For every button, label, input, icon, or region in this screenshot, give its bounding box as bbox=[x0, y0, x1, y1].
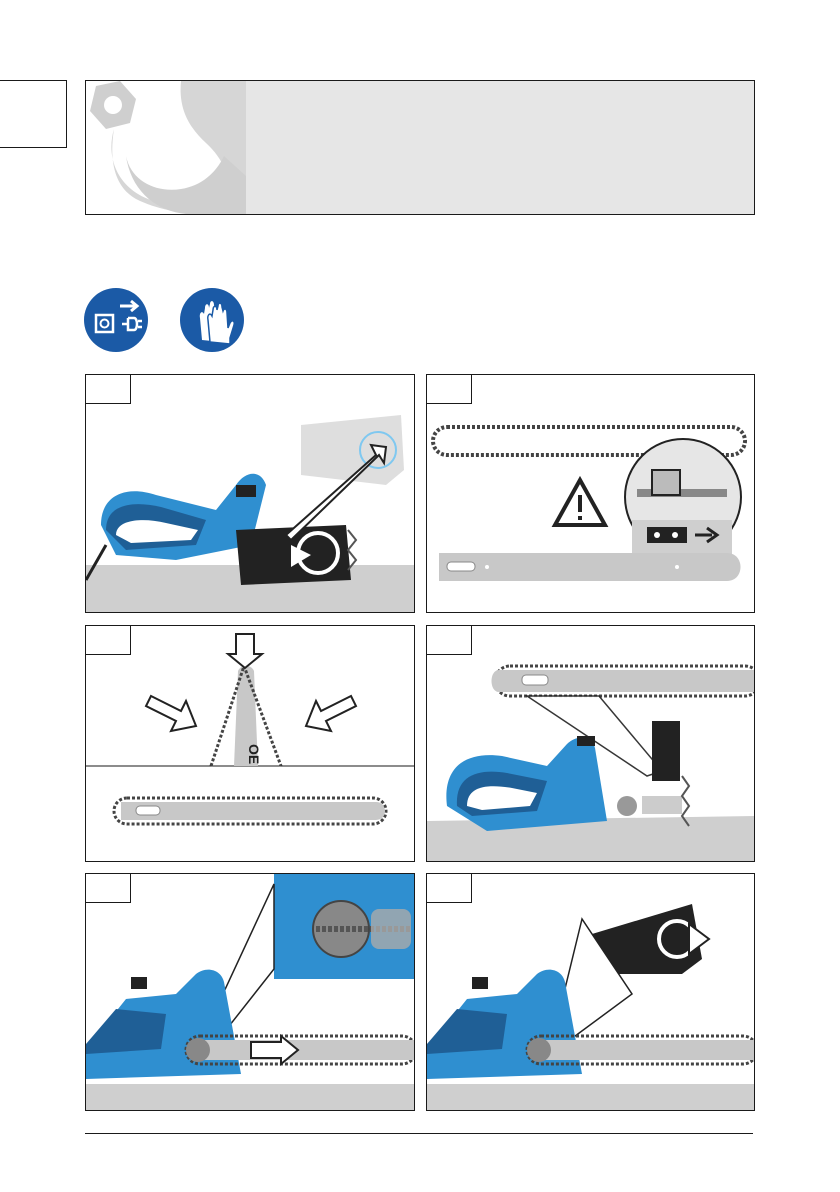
saw-cover-removal-illustration bbox=[86, 375, 414, 612]
panel-number bbox=[427, 375, 472, 404]
wear-gloves-icon bbox=[180, 288, 244, 352]
panel-number bbox=[86, 626, 131, 655]
panel-number bbox=[86, 874, 131, 903]
cover-refit-illustration bbox=[427, 874, 754, 1110]
panel-number bbox=[86, 375, 131, 404]
bar-mounting-illustration bbox=[427, 626, 754, 861]
figure-panel-5 bbox=[85, 873, 415, 1111]
bar-logo: OE bbox=[246, 744, 262, 765]
sprocket-fitting-illustration bbox=[86, 874, 414, 1110]
section-header bbox=[85, 80, 755, 215]
wrench-icon bbox=[86, 81, 246, 214]
chain-fitting-illustration bbox=[86, 626, 414, 861]
maintenance-icon-panel bbox=[86, 81, 246, 214]
chapter-tab bbox=[0, 80, 67, 148]
panel-number bbox=[427, 626, 472, 655]
footer-rule bbox=[85, 1133, 753, 1134]
disconnect-plug-icon bbox=[84, 288, 148, 352]
figure-panel-1 bbox=[85, 374, 415, 613]
figure-panel-2 bbox=[426, 374, 755, 613]
panel-number bbox=[427, 874, 472, 903]
chain-and-bar-illustration bbox=[427, 375, 754, 612]
figure-panel-3 bbox=[85, 625, 415, 862]
figure-panel-6 bbox=[426, 873, 755, 1111]
safety-signs bbox=[84, 288, 254, 357]
figure-panel-4 bbox=[426, 625, 755, 862]
